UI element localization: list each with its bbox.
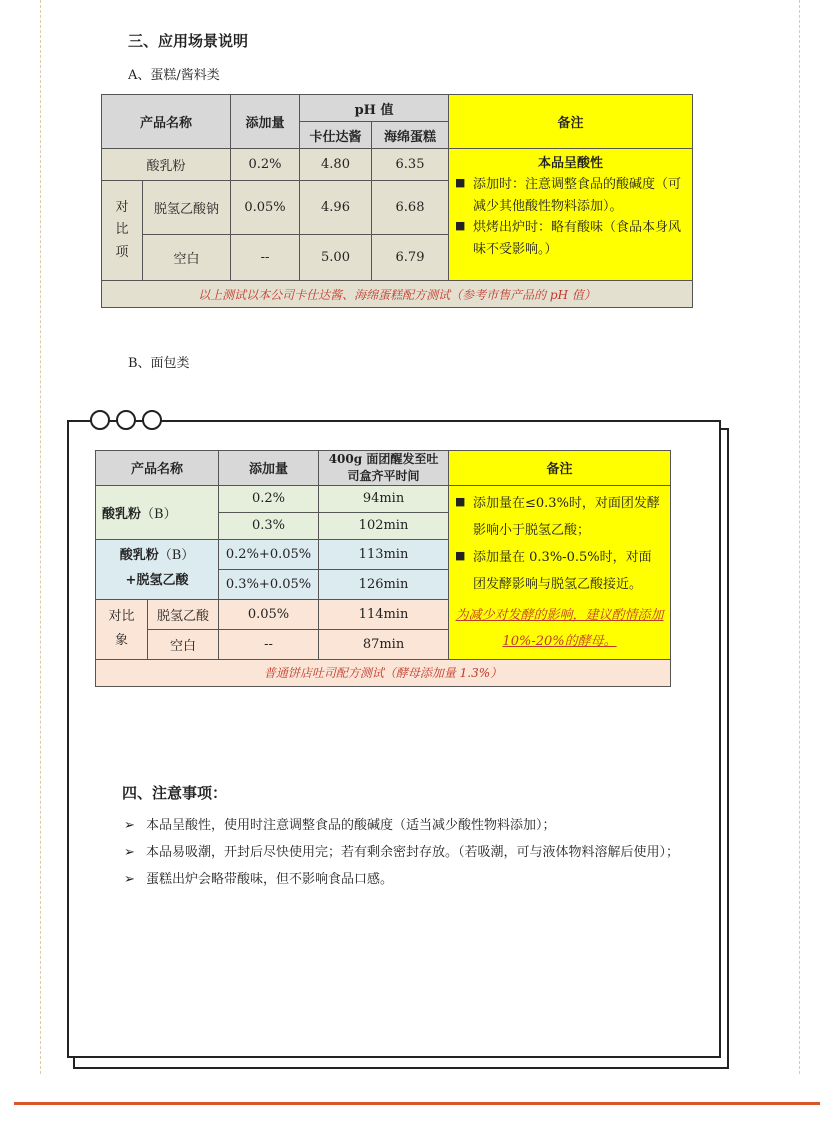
table-footnote: 普通饼店吐司配方测试（酵母添加量 1.3%） (96, 659, 671, 686)
subsection-b-title: B、面包类 (128, 356, 190, 371)
list-item-text: 本品易吸潮，开封后尽快使用完；若有剩余密封存放。（若吸潮，可与液体物料溶解后使用）； (146, 845, 680, 860)
header-note: 备注 (449, 95, 693, 149)
row-ph-custard: 4.80 (300, 149, 372, 181)
note-text: 添加量在 0.3%-0.5%时，对面团发酵影响与脱氢乙酸接近。 (473, 550, 652, 593)
row-ph-custard: 4.96 (300, 181, 372, 235)
group1-name-suffix: （B） (141, 506, 177, 522)
note-title: 本品呈酸性 (538, 156, 604, 171)
row-amount: 0.3% (219, 512, 319, 539)
row-time: 126min (319, 569, 449, 599)
header-amount: 添加量 (231, 95, 300, 149)
compare-label: 对比 象 (96, 599, 148, 659)
group2-name (96, 539, 219, 599)
row-time: 102min (319, 512, 449, 539)
row-ph-sponge: 6.79 (372, 235, 449, 281)
section-3-title: 三、应用场景说明 (128, 32, 249, 50)
row-name: 脱氢乙酸 (148, 599, 219, 629)
row-amount: 0.2% (231, 149, 300, 181)
header-amount: 添加量 (219, 451, 319, 486)
row-time: 94min (319, 485, 449, 512)
row-ph-sponge: 6.68 (372, 181, 449, 235)
group2-name-bold: 酸乳粉 (119, 548, 159, 564)
header-ph-sponge: 海绵蛋糕 (372, 122, 449, 149)
row-name: 脱氢乙酸钠 (143, 181, 231, 235)
row-ph-sponge: 6.35 (372, 149, 449, 181)
note-text: 烘烤出炉时：略有酸味（食品本身风味不受影响。） (473, 220, 682, 257)
group2-name-line1 (96, 544, 218, 569)
note-recommendation: 为减少对发酵的影响，建议酌情添加10%-20%的酵母。 (455, 607, 664, 649)
row-name: 酸乳粉 (102, 149, 231, 181)
header-note: 备注 (449, 451, 671, 486)
group1-name-bold: 酸乳粉 (102, 506, 142, 522)
row-time: 114min (319, 599, 449, 629)
square-bullet-icon: ■ (455, 219, 466, 233)
notes-list (124, 812, 684, 893)
group2-name-suffix: （B） (158, 548, 195, 564)
compare-label: 对 比 项 (102, 181, 143, 281)
header-product-name: 产品名称 (96, 451, 219, 486)
header-ph-custard: 卡仕达酱 (300, 122, 372, 149)
subsection-a-title: A、蛋糕/酱料类 (128, 68, 220, 83)
row-amount: 0.05% (219, 599, 319, 629)
table-cake-sauce (101, 94, 693, 308)
header-ph: pH 值 (300, 95, 449, 122)
row-amount: 0.2% (219, 485, 319, 512)
note-bullet-item (455, 490, 664, 545)
page-margin-left (40, 0, 41, 1074)
note-bullet-item (455, 217, 686, 260)
list-item (124, 866, 684, 893)
arrow-bullet-icon: ➢ (124, 845, 135, 860)
page-margin-right (799, 0, 800, 1074)
square-bullet-icon: ■ (455, 494, 466, 508)
note-cell (449, 149, 693, 281)
group2-name-line2: +脱氢乙酸 (125, 573, 189, 589)
row-amount: 0.05% (231, 181, 300, 235)
note-bullet-item (455, 174, 686, 217)
list-item-text: 蛋糕出炉会略带酸味，但不影响食品口感。 (146, 872, 394, 887)
header-product-name: 产品名称 (102, 95, 231, 149)
square-bullet-icon: ■ (455, 549, 466, 563)
row-amount: 0.2%+0.05% (219, 539, 319, 569)
row-time: 113min (319, 539, 449, 569)
square-bullet-icon: ■ (455, 176, 466, 190)
group1-name (96, 485, 219, 539)
section-4-title: 四、注意事项： (122, 784, 228, 802)
list-item (124, 839, 684, 866)
row-amount: -- (231, 235, 300, 281)
note-bullet-item (455, 544, 664, 599)
row-amount: 0.3%+0.05% (219, 569, 319, 599)
table-bread (95, 450, 671, 687)
binder-rings-icon (76, 408, 186, 434)
list-item-text: 本品呈酸性，使用时注意调整食品的酸碱度（适当减少酸性物料添加）； (146, 818, 556, 833)
note-text: 添加时：注意调整食品的酸碱度（可减少其他酸性物料添加）。 (473, 177, 682, 214)
row-name: 空白 (143, 235, 231, 281)
list-item (124, 812, 684, 839)
arrow-bullet-icon: ➢ (124, 872, 135, 887)
header-proof-time: 400g 面团醒发至吐司盒齐平时间 (319, 451, 449, 486)
row-amount: -- (219, 629, 319, 659)
arrow-bullet-icon: ➢ (124, 818, 135, 833)
row-time: 87min (319, 629, 449, 659)
note-text: 添加量在≤0.3%时，对面团发酵影响小于脱氢乙酸； (473, 495, 660, 538)
footer-rule (14, 1102, 820, 1105)
row-ph-custard: 5.00 (300, 235, 372, 281)
note-cell (449, 485, 671, 659)
table-footnote: 以上测试以本公司卡仕达酱、海绵蛋糕配方测试（参考市售产品的 pH 值） (102, 281, 693, 308)
row-name: 空白 (148, 629, 219, 659)
